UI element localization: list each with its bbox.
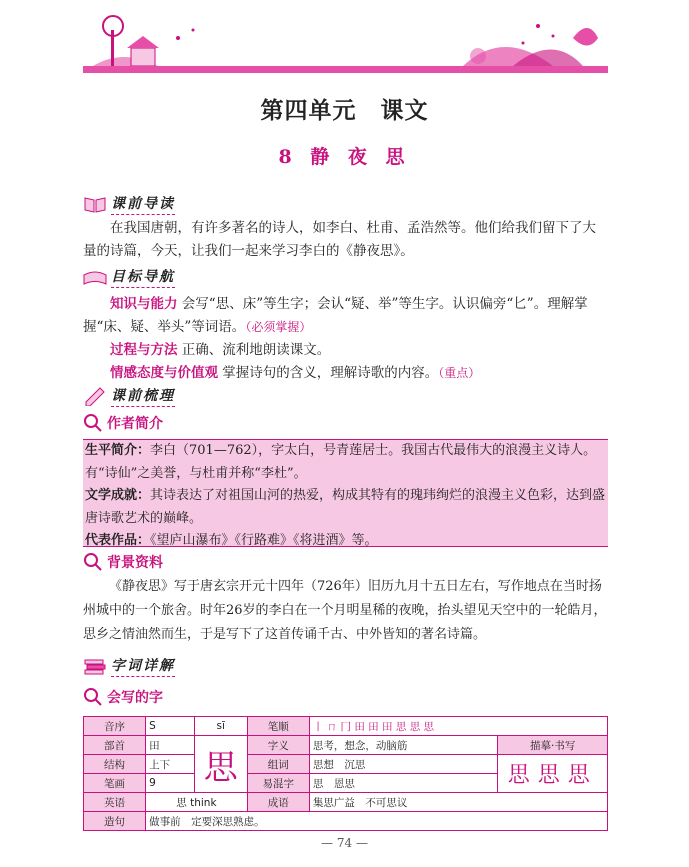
pre-read-heading: [83, 193, 175, 215]
radical-label: 部首: [84, 736, 146, 755]
bio-line: [83, 440, 608, 485]
confusable: 思 恩思: [309, 774, 498, 793]
strokes-label: 笔画: [84, 774, 146, 793]
goal-knowledge: [83, 293, 608, 339]
magnifier-icon: [83, 552, 103, 572]
rep-line: [83, 530, 608, 553]
goal-text: 会写“思、床”等生字；会认“疑、举”等生字。认识偏旁“匕”。理解掌握“床、疑、举头”等词语。: [83, 296, 588, 335]
rep-text: 《望庐山瀑布》《行路难》《将进酒》等。: [150, 533, 378, 548]
pre-read-label: 课前导读: [111, 193, 175, 215]
pinyin-initial: S: [146, 717, 195, 736]
tree-house-illustration: [93, 16, 195, 66]
rep-tag: 代表作品：: [85, 533, 151, 548]
header-decoration: [83, 8, 608, 68]
background-text: 《静夜思》写于唐玄宗开元十四年（726年）旧历九月十五日左右，写作地点在当时扬州城中的一个旅舍。时年26岁的李白在一个月明星稀的夜晚，抬头望见天空中的一轮皓月，思乡之情油然而生，于是写下了这首传诵千古、中外皆知的著名诗篇。: [83, 579, 607, 642]
books-stack-icon: [83, 656, 107, 676]
goal-key: 情感态度与价值观: [110, 365, 218, 381]
sentence-label: 造句: [84, 812, 146, 831]
meaning-label: 字义: [247, 736, 309, 755]
pre-read-text: 在我国唐朝，有许多著名的诗人，如李白、杜甫、孟浩然等。他们给我们留下了大量的诗篇，今天，让我们一起来学习李白的《静夜思》。: [83, 220, 596, 259]
magnifier-icon: [83, 413, 103, 433]
confusable-label: 易混字: [247, 774, 309, 793]
works-text: 其诗表达了对祖国山河的热爱，构成其特有的瑰玮绚烂的浪漫主义色彩，达到盛唐诗歌艺术的巅峰。: [85, 488, 606, 526]
radical: 田: [146, 736, 195, 755]
meaning: 思考，想念，动脑筋: [309, 736, 498, 755]
big-char: 思: [194, 736, 247, 793]
goal-note: （重点）: [438, 366, 481, 380]
page-number: — 74 —: [321, 836, 368, 850]
english: 思 think: [146, 793, 248, 812]
trace-chars[interactable]: 思思思: [498, 755, 608, 793]
magnifier-icon: [83, 687, 103, 707]
goals-heading: [83, 266, 175, 288]
author-label: 作者简介: [107, 416, 163, 432]
bio-text: 李白（701—762），字太白，号青莲居士。我国古代最伟大的浪漫主义诗人。有“诗仙”之美誉，与杜甫并称“李杜”。: [85, 443, 597, 481]
pinyin-label: 音序: [84, 717, 146, 736]
works-line: [83, 485, 608, 530]
idiom: 集思广益 不可思议: [309, 793, 607, 812]
book-icon: [83, 194, 107, 214]
goal-text: 正确、流利地朗读课文。: [181, 342, 331, 358]
words-heading: [83, 655, 175, 677]
write-chars-label: 会写的字: [107, 690, 163, 706]
goal-text: 掌握诗句的含义，理解诗歌的内容。: [222, 365, 439, 381]
review-heading: [83, 385, 175, 407]
stroke-order-label: 笔顺: [247, 717, 309, 736]
copy-label: 描摹·书写: [498, 736, 608, 755]
english-label: 英语: [84, 793, 146, 812]
flower-illustration: [463, 24, 598, 66]
goal-emotion: [83, 362, 608, 385]
goals-label: 目标导航: [111, 266, 175, 288]
words-label-cell: 组词: [247, 755, 309, 774]
header-bar: [83, 66, 608, 73]
strokes: 9: [146, 774, 195, 793]
unit-title: 第四单元 课文: [260, 97, 429, 124]
author-heading: [83, 412, 163, 434]
idiom-label: 成语: [247, 793, 309, 812]
goal-process: [83, 339, 608, 362]
lesson-title: 8 静 夜 思: [278, 146, 411, 168]
stroke-order: 丨 ㄇ 冂 田 田 田 思 思 思: [309, 717, 607, 736]
write-chars-heading: [83, 686, 163, 708]
pinyin: sī: [194, 717, 247, 736]
words: 思想 沉思: [309, 755, 498, 774]
sentence: 做事前 定要深思熟虑。: [146, 812, 608, 831]
goal-key: 过程与方法: [110, 342, 178, 358]
goal-note: （必须掌握）: [245, 320, 312, 334]
open-book-icon: [83, 267, 107, 287]
works-tag: 文学成就：: [85, 488, 151, 503]
pen-icon: [83, 386, 107, 406]
background-heading: [83, 551, 163, 573]
background-label: 背景资料: [107, 555, 163, 571]
char-table: [83, 716, 608, 831]
words-label: 字词详解: [111, 655, 175, 677]
goal-key: 知识与能力: [110, 296, 178, 312]
review-label: 课前梳理: [111, 385, 175, 407]
bio-tag: 生平简介：: [85, 443, 151, 458]
structure: 上下: [146, 755, 195, 774]
author-box: [83, 439, 608, 547]
structure-label: 结构: [84, 755, 146, 774]
